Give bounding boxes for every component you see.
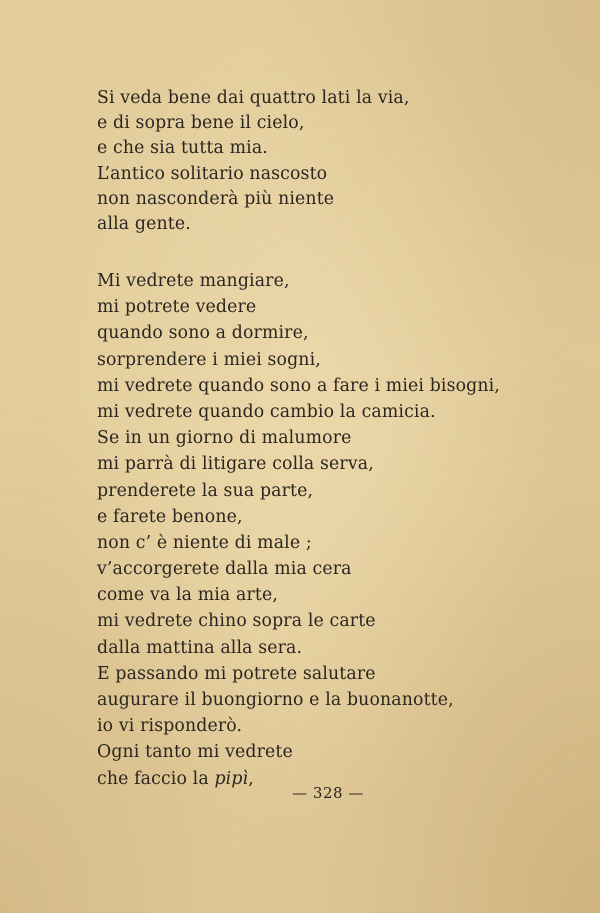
- poem-line: augurare il buongiorno e la buonanotte,: [97, 690, 454, 710]
- poem-line: e di sopra bene il cielo,: [97, 113, 305, 134]
- poem-line: Ogni tanto mi vedrete: [97, 742, 293, 763]
- poem-line: L’antico solitario nascosto: [97, 163, 328, 184]
- last-line-italic-word: pipì: [214, 768, 249, 789]
- poem-line: quando sono a dormire,: [97, 323, 309, 344]
- poem-line: e che sia tutta mia.: [97, 138, 268, 159]
- poem-line: v’accorgerete dalla mia cera: [97, 559, 352, 580]
- poem-line: Mi vedrete mangiare,: [97, 271, 290, 291]
- poem-line: io vi risponderò.: [97, 716, 243, 737]
- poem-stanza-2: [97, 268, 500, 792]
- poem-line: non c’ è niente di male ;: [97, 532, 312, 553]
- poem-line: mi vedrete quando cambio la camicia.: [97, 401, 436, 422]
- poem-line: mi vedrete chino sopra le carte: [97, 611, 376, 632]
- poem-line: alla gente.: [97, 213, 191, 234]
- poem-line: E passando mi potrete salutare: [97, 663, 376, 684]
- poem-line: mi vedrete quando sono a fare i miei bisogni,: [97, 375, 500, 396]
- poem-line: come va la mia arte,: [97, 585, 279, 606]
- poem-line: sorprendere i miei sogni,: [97, 349, 321, 370]
- poem-line: Si veda bene dai quattro lati la via,: [97, 88, 410, 108]
- poem-line: prenderete la sua parte,: [97, 480, 314, 501]
- poem-line: Se in un giorno di malumore: [97, 428, 352, 449]
- poem-line: mi potrete vedere: [97, 297, 257, 318]
- last-line-suffix: ,: [248, 768, 254, 789]
- poem-line: e farete benone,: [97, 506, 243, 527]
- poem-line: non nasconderà più niente: [97, 188, 335, 209]
- page-number: — 328 —: [292, 784, 364, 802]
- poem-stanza-1: [97, 86, 410, 237]
- poem-line: mi parrà di litigare colla serva,: [97, 454, 374, 475]
- poem-line: dalla mattina alla sera.: [97, 637, 303, 658]
- last-line-prefix: che faccio la: [97, 768, 215, 789]
